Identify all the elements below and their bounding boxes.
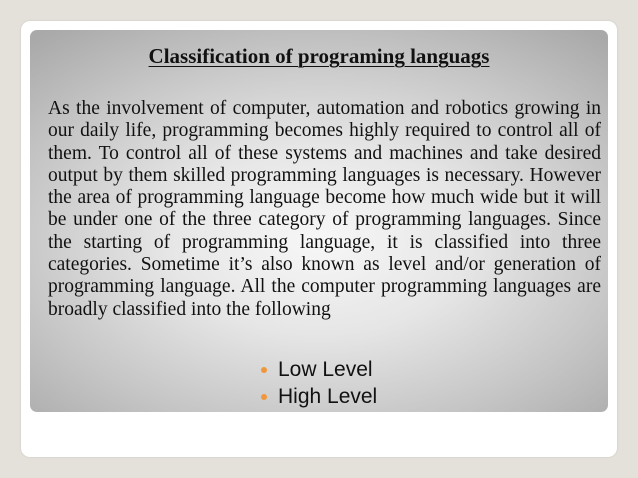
bullet-item-high-level (261, 383, 377, 410)
slide-title: Classification of programing languags (148, 44, 490, 68)
bullet-dot-icon (261, 367, 267, 373)
bullet-list (261, 356, 377, 410)
bullet-item-low-level (261, 356, 377, 383)
bullet-label: Low Level (278, 358, 373, 381)
bullet-label: High Level (278, 385, 378, 408)
bullet-dot-icon (261, 394, 267, 400)
body-paragraph: As the involvement of computer, automation and robotics growing in our daily life, programming becomes highly required to control all of them. To control all of these systems and machines and take desired output by them skilled programming languages is necessary. However the area of programming language become how much wide but it will be under one of the three category of programming languages. Since the starting of programming language, it is classified into three categories. Sometime it’s also known as level and/or generation of programming language. All the computer programming languages are broadly classified into the following (48, 98, 601, 320)
